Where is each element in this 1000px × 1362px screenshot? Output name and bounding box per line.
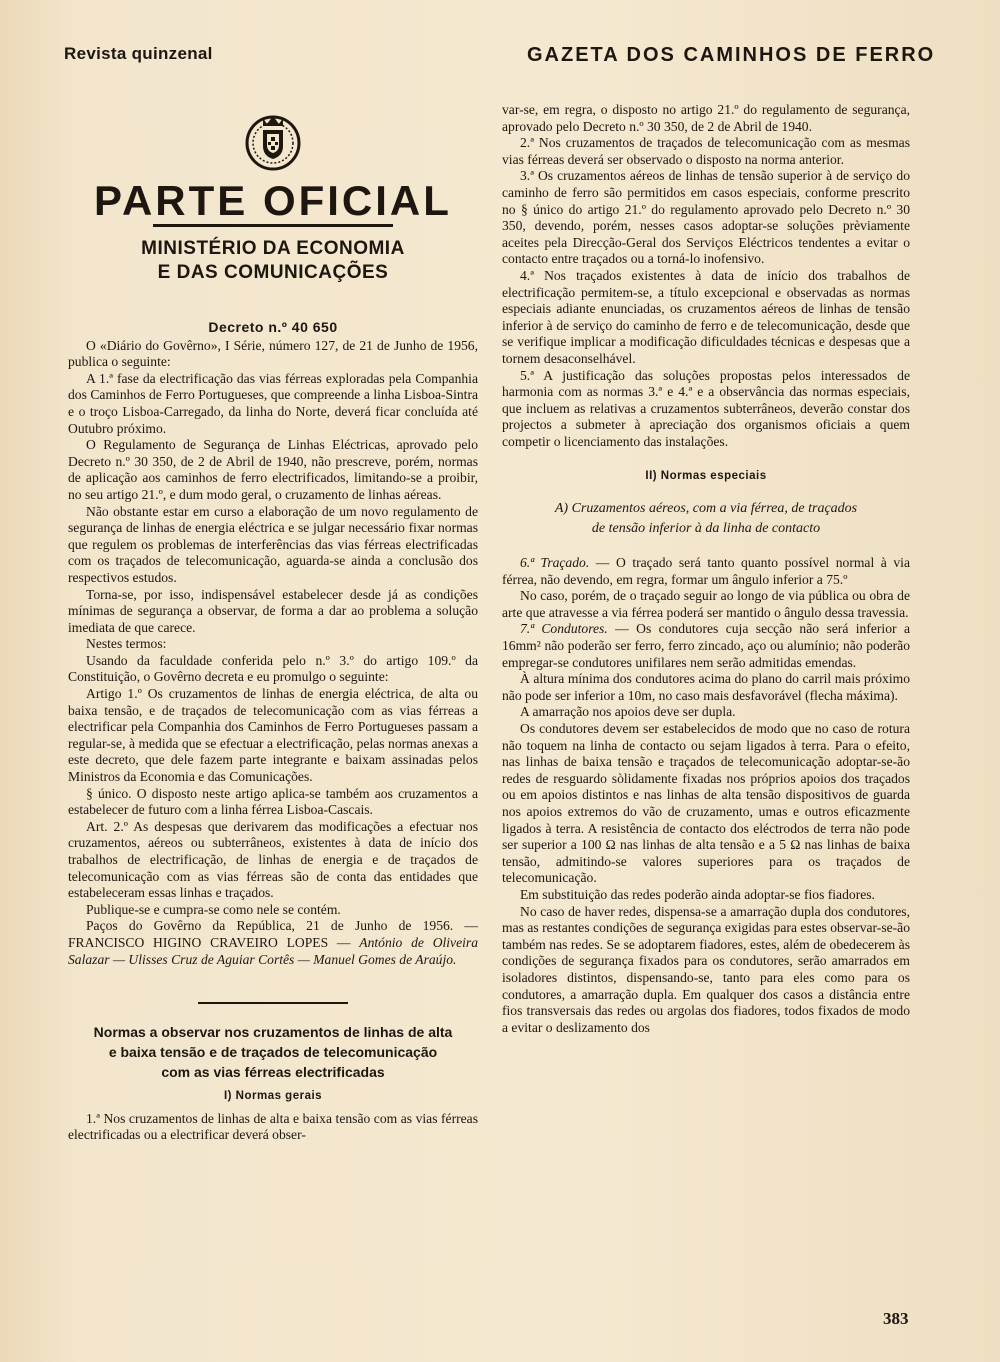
paragraph: var-se, em regra, o disposto no artigo 21.º do regulamento de segurança, aprovado pelo Decreto n.º 30 350, de 2 de Abril de 1940. <box>502 102 910 134</box>
ministry-heading <box>68 237 478 285</box>
ministry-line: E DAS COMUNICAÇÕES <box>157 262 389 283</box>
paragraph: No caso de haver redes, dispensa-se a amarração dupla dos condutores, mas as restantes condições de segurança exigidas para estes observar-se-ão também nas redes. Se se adoptarem fiadores, estes, além de obedecerem às condições de segurança fixados para os condutores, serão amarrados em isoladores distintos, dispensando-se, tanto para eles como para os condutores, a amarração dupla. Em qualquer dos casos a distância entre fios transversais das redes ou argolas dos fiadores, todos fixados de modo a evitar o deslizamento dos <box>502 903 910 1035</box>
item-text: — Os condutores cuja secção não será inferior a 16mm² não poderão ser ferro, ferro zincado, aço ou alumínio; não poderão empregar-se condutores unifilares nem serão admitidas emendas. <box>502 621 910 670</box>
norms-heading-line: Normas a observar nos cruzamentos de linhas de alta <box>93 1024 453 1041</box>
paragraph: Os condutores devem ser estabelecidos de modo que no caso de rotura não toquem na linha de contacto ou sejam ligados à terra. Para o efeito, nas linhas de baixa tensão e traçados de telecomunicação adoptar-se-ão redes de resguardo sòlidamente fixadas nos próprios apoios dos traçados ou em apoios distintos e nas linhas de alta tensão dispositivos de guarda nos apoios extremos do vão de cruzamento, umas e outros eficazmente ligados à terra. A resistência de contacto dos eléctrodos de terra não pode ser superior a 100 Ω nas linhas de alta tensão e a 5 Ω nas linhas de baixa tensão, admitindo-se valores superiores para os traçados de telecomunicação. <box>502 721 910 886</box>
paragraph: Art. 2.º As despesas que derivarem das modificações a efectuar nos cruzamentos, aéreos ou subterrâneos, existentes à data de início dos trabalhos de electrificação, de linhas de energia e de traçados de telecomunicação com as vias férreas são de conta das entidades que estabeleceram essas linhas e traçados. <box>68 818 478 901</box>
paragraph: O «Diário do Govêrno», I Série, número 127, de 21 de Junho de 1956, publica o seguinte: <box>68 337 478 370</box>
paragraph <box>502 621 910 671</box>
item-text: — O traçado será tanto quanto possível normal à via férrea, não devendo, em regra, formar um ângulo inferior a 75.º <box>502 555 910 587</box>
header-right: GAZETA DOS CAMINHOS DE FERRO <box>527 44 936 66</box>
coat-of-arms-icon <box>241 110 305 172</box>
section-special-norms: II) Normas especiais <box>645 470 767 483</box>
section-divider <box>198 1002 348 1004</box>
page-title <box>68 178 478 227</box>
paragraph <box>502 555 910 588</box>
paragraph: A amarração nos apoios deve ser dupla. <box>520 704 736 720</box>
signature-line: Paços do Govêrno da República, 21 de Junho de 1956. — FRANCISCO HIGINO CRAVEIRO LOPES — <box>68 918 478 950</box>
norms-heading-line: com as vias férreas electrificadas <box>161 1064 385 1081</box>
title-underline <box>153 224 393 227</box>
header-left: Revista quinzenal <box>64 44 213 63</box>
right-column <box>502 102 910 1036</box>
section-a-line: A) Cruzamentos aéreos, com a via férrea, de traçados <box>554 501 858 517</box>
paragraph: 1.ª Nos cruzamentos de linhas de alta e baixa tensão com as vias férreas electrificadas ou a electrificar deverá obser- <box>68 1110 478 1143</box>
norms-heading-line: e baixa tensão e de traçados de telecomunicação <box>108 1044 438 1061</box>
norms-heading <box>68 1022 478 1082</box>
page-number: 383 <box>883 1309 909 1328</box>
paragraph: Publique-se e cumpra-se como nele se contém. <box>86 901 341 917</box>
paragraph: 3.ª Os cruzamentos aéreos de linhas de tensão superior à de serviço do caminho de ferro são permitidos em casos especiais, conforme prescrito no § único do artigo 21.º do regulamento aprovado pelo Decreto n.º 30 350, devendo, porém, nesses casos adoptar-se soluções prèviamente aceites pela Direcção-Geral dos Serviços Eléctricos tendentes a evitar o contacto entre traçados ou a torná-lo inofensivo. <box>502 168 910 267</box>
signature-paragraph <box>68 918 478 968</box>
section-a-line: de tensão inferior à da linha de contacto <box>591 521 821 537</box>
paragraph: 4.ª Nos traçados existentes à data de início dos trabalhos de electrificação permitem-se, a título excepcional e observadas as normas especiais adiante enunciadas, os cruzamentos aéreos de linhas de tensão inferior à de serviço do caminho de ferro e de telecomunicação, desde que se verifique implicar a modificação dificuldades técnicas e despesas que a tornem desaconselhável. <box>502 267 910 366</box>
paragraph: À altura mínima dos condutores acima do plano do carril mais próximo não pode ser inferior a 10m, no caso mais desfavorável (flecha máxima). <box>502 671 910 703</box>
page-title-text: PARTE OFICIAL <box>94 177 452 224</box>
section-general-norms: I) Normas gerais <box>223 1090 323 1103</box>
ministry-line: MINISTÉRIO DA ECONOMIA <box>141 238 405 259</box>
signatories: António de Oliveira Salazar — Ulisses Cruz de Aguiar Cortês — Manuel Gomes de Araújo. <box>68 934 478 967</box>
left-column <box>68 110 478 1144</box>
item-label: 6.ª Traçado. <box>520 555 590 571</box>
paragraph: § único. O disposto neste artigo aplica-se também aos cruzamentos a estabelecer de futuro com a linha férrea Lisboa-Cascais. <box>68 785 478 818</box>
item-label: 7.ª Condutores. <box>520 621 608 637</box>
decree-title: Decreto n.º 40 650 <box>208 319 338 335</box>
paragraph: O Regulamento de Segurança de Linhas Eléctricas, aprovado pelo Decreto n.º 30 350, de 2 de Abril de 1940, não prescreve, porém, normas de aplicação aos caminhos de ferro electrificados, limitando-se a proibir, no seu artigo 21.º, e dum modo geral, o cruzamento de linhas aéreas. <box>68 437 478 502</box>
paragraph: A 1.ª fase da electrificação das vias férreas exploradas pela Companhia dos Caminhos de Ferro Portugueses, que compreende a linha Lisboa-Sintra e o troço Lisboa-Carregado, da linha do Norte, deverá ficar concluída até Outubro próximo. <box>68 370 478 436</box>
paragraph: Não obstante estar em curso a elaboração de um novo regulamento de segurança de linhas de energia eléctrica e se julgar necessário fixar normas que regulem os problemas de interferências das vias férreas electrificadas com os traçados de telecomunicação, aguarda-se ainda a conclusão dos respectivos estudos. <box>68 503 478 585</box>
paragraph: 2.ª Nos cruzamentos de traçados de telecomunicação com as mesmas vias férreas deverá ser observado o disposto na norma anterior. <box>502 135 910 167</box>
paragraph: Nestes termos: <box>86 636 167 652</box>
paragraph: Torna-se, por isso, indispensável estabelecer desde já as condições mínimas de segurança a observar, de forma a dar ao problema a solução imediata de que carece. <box>68 586 478 635</box>
paragraph: No caso, porém, de o traçado seguir ao longo de via pública ou obra de arte que atravesse a via férrea poderá ser mantido o ângulo dessa travessia. <box>502 588 910 620</box>
paragraph: 5.ª A justificação das soluções propostas pelos interessados de harmonia com as normas 3.ª e 4.ª e a observância das normas especiais, que incluem as relativas a cruzamentos subterrâneos, deverão constar dos projectos a submeter à apreciação dos organismos oficiais a quem competir o licenciamento das instalações. <box>502 367 910 449</box>
section-a-heading <box>502 499 910 539</box>
paragraph: Em substituição das redes poderão ainda adoptar-se fios fiadores. <box>520 886 875 902</box>
paragraph: Artigo 1.º Os cruzamentos de linhas de energia eléctrica, de alta ou baixa tensão, e de traçados de telecomunicação com as vias férreas a electrificar pela Companhia dos Caminhos de Ferro Portugueses passam a regular-se, à medida que se efectuar a electrificação, pelas normas anexas a este decreto, que dele fazem parte integrante e baixam assinadas pelos Ministros da Economia e das Comunicações. <box>68 686 478 785</box>
paragraph: Usando da faculdade conferida pelo n.º 3.º do artigo 109.º da Constituição, o Govêrno decreta e eu promulgo o seguinte: <box>68 652 478 685</box>
